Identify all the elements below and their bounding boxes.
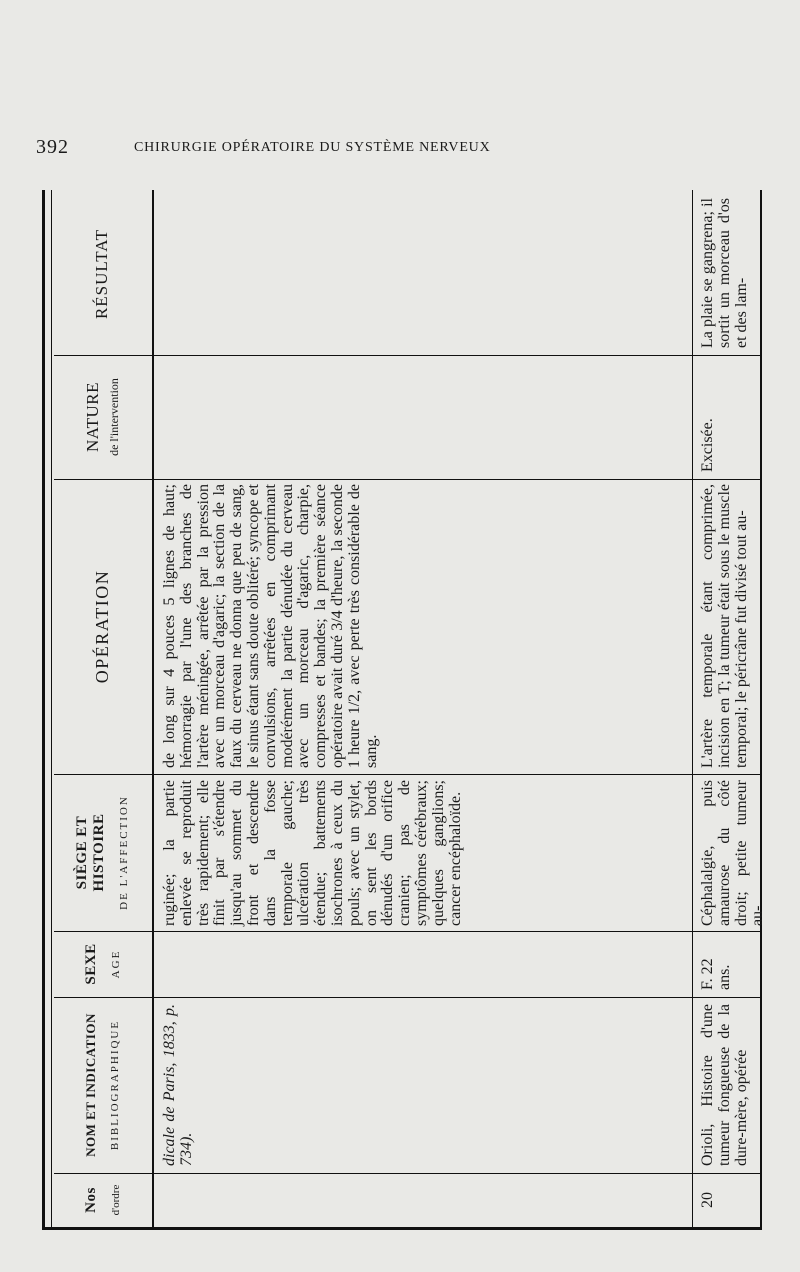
col-header-operation bbox=[56, 480, 148, 773]
col-title: SIÈGE ET HISTOIRE bbox=[74, 813, 107, 892]
col-title: NOM ET INDICATION bbox=[83, 1013, 98, 1157]
cell-result: La plaie se gangrena; il sortit un morceau d'os et des lam- bbox=[699, 198, 750, 348]
table-inner-rule bbox=[51, 190, 52, 1230]
col-header-result bbox=[56, 194, 148, 354]
column-rule bbox=[54, 355, 762, 356]
col-header-nature bbox=[56, 356, 148, 478]
page-number: 392 bbox=[36, 136, 69, 158]
col-title: Nos bbox=[82, 1187, 99, 1213]
column-rule bbox=[54, 1173, 762, 1174]
col-header-seat bbox=[56, 775, 148, 930]
column-rule bbox=[54, 931, 762, 932]
row-rule bbox=[692, 190, 693, 1230]
cell-seat: Céphalalgie, puis amaurose du côté droit; petite tumeur au- bbox=[699, 780, 767, 926]
col-header-number bbox=[56, 1174, 148, 1226]
case-table bbox=[42, 190, 767, 1230]
cell-name-text: dicale de Paris, 1833, p. 734). bbox=[161, 1004, 195, 1166]
column-rule bbox=[54, 997, 762, 998]
running-title: CHIRURGIE OPÉRATOIRE DU SYSTÈME NERVEUX bbox=[134, 140, 491, 155]
col-subtitle: de l'intervention bbox=[106, 378, 121, 456]
col-header-sex bbox=[56, 932, 148, 996]
page-header bbox=[36, 136, 736, 164]
column-rule bbox=[54, 479, 762, 480]
col-title: SEXE bbox=[82, 943, 99, 985]
col-subtitle: AGE bbox=[109, 949, 122, 979]
table-border bbox=[42, 190, 762, 1230]
cell-operation: L'artère temporale étant comprimée, incision en T; la tumeur était sous le muscle temporal; le péricrâne fut divisé tout au- bbox=[699, 484, 750, 768]
col-subtitle: BIBLIOGRAPHIQUE bbox=[109, 1019, 121, 1151]
column-rule bbox=[54, 774, 762, 775]
col-subtitle: DE L'AFFECTION bbox=[118, 795, 130, 910]
header-rule bbox=[152, 190, 154, 1230]
cell-seat-continued: ruginée; la partie enlevée se reproduit très rapidement; elle finit par s'étendre jusqu'au sommet du front et descendre dans la fosse temporale gauche; ulcération très étendue; battements isochrones à ceux du pouls; avec un stylet, on sent les bords dénudés d'un orifice cranien; pas de symptômes cérébraux; quelques ganglions; cancer encéphaloïde. bbox=[161, 780, 464, 926]
col-title: RÉSULTAT bbox=[92, 228, 111, 320]
cell-operation-continued: de long sur 4 pouces 5 lignes de haut; hémorragie par l'une des branches de l'artère méningée, arrêtée par la pression avec un morceau d'agaric; la section de la faux du cerveau ne donna que peu de sang, le sinus étant sans doute oblitéré; syncope et convulsions, arrêtées en comprimant modérément la partie dénudée du cerveau avec un morceau d'agaric, charpie, compresses et bandes; la première séance opératoire avait duré 3/4 d'heure, la seconde 1 heure 1/2, avec perte très considérable de sang. bbox=[161, 484, 380, 768]
cell-nature: Excisée. bbox=[699, 418, 716, 472]
col-title: NATURE bbox=[82, 381, 102, 453]
cell-sex-age: F. 22 ans. bbox=[699, 958, 733, 990]
cell-number: 20 bbox=[699, 1192, 716, 1208]
col-title: OPÉRATION bbox=[91, 569, 112, 684]
col-header-name bbox=[56, 998, 148, 1172]
cell-name-continued bbox=[162, 1004, 196, 1166]
cell-name: Orioli, Histoire d'une tumeur fongueuse de la dure-mère, opérée bbox=[699, 1004, 750, 1166]
col-subtitle: d'ordre bbox=[109, 1184, 122, 1216]
